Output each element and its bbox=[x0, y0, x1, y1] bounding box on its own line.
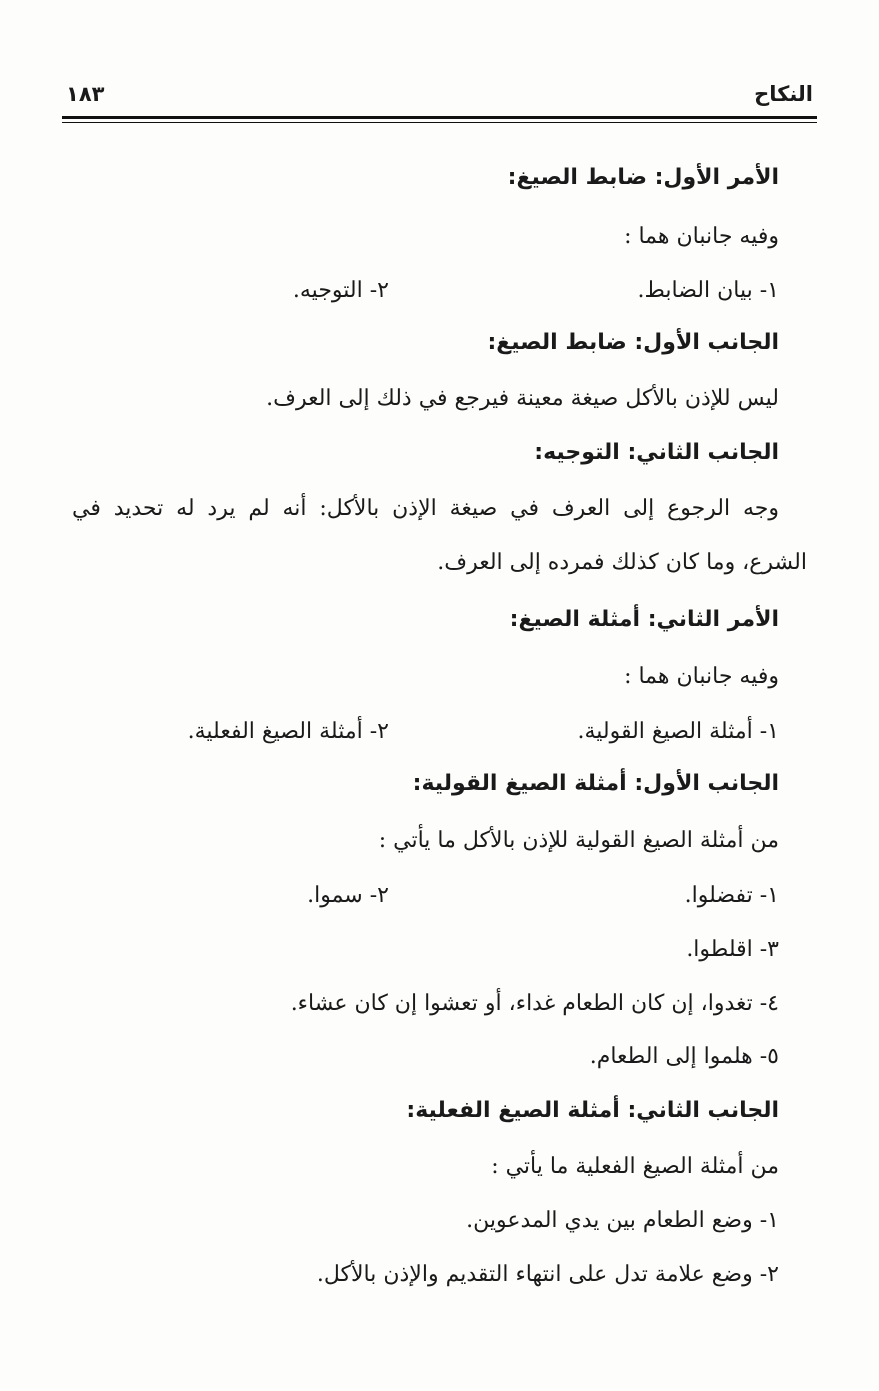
list-item: ٢- التوجيه. bbox=[292, 278, 389, 303]
list-item: ١- بيان الضابط. bbox=[637, 278, 779, 303]
section-heading: الأمر الأول: ضابط الصيغ: bbox=[507, 165, 779, 190]
list-item: ١- تفضلوا. bbox=[684, 883, 779, 908]
paragraph: ليس للإذن بالأكل صيغة معينة فيرجع في ذلك إلى العرف. bbox=[266, 386, 779, 411]
subsection-heading: الجانب الأول: ضابط الصيغ: bbox=[487, 330, 779, 355]
subsection-heading: الجانب الثاني: أمثلة الصيغ الفعلية: bbox=[406, 1098, 779, 1123]
list-item: ٢- سموا. bbox=[307, 883, 389, 908]
list-item: ٢- أمثلة الصيغ الفعلية. bbox=[187, 719, 389, 744]
section-heading: الأمر الثاني: أمثلة الصيغ: bbox=[509, 607, 779, 632]
list-item: ١- وضع الطعام بين يدي المدعوين. bbox=[466, 1208, 779, 1233]
list-item: ٤- تغدوا، إن كان الطعام غداء، أو تعشوا إن كان عشاء. bbox=[290, 991, 779, 1016]
list-item: ٢- وضع علامة تدل على انتهاء التقديم والإذن بالأكل. bbox=[316, 1262, 779, 1287]
paragraph: من أمثلة الصيغ الفعلية ما يأتي : bbox=[491, 1154, 779, 1179]
chapter-title: النكاح bbox=[754, 82, 813, 106]
paragraph: وفيه جانبان هما : bbox=[624, 664, 779, 689]
header-rule-thin bbox=[62, 122, 817, 123]
paragraph: وفيه جانبان هما : bbox=[624, 224, 779, 249]
subsection-heading: الجانب الثاني: التوجيه: bbox=[534, 440, 779, 465]
paragraph: من أمثلة الصيغ القولية للإذن بالأكل ما يأتي : bbox=[378, 828, 779, 853]
page-number: ١٨٣ bbox=[66, 82, 105, 106]
paragraph: الشرع، وما كان كذلك فمرده إلى العرف. bbox=[437, 550, 807, 575]
list-item: ١- أمثلة الصيغ القولية. bbox=[577, 719, 779, 744]
page-header bbox=[62, 82, 817, 116]
subsection-heading: الجانب الأول: أمثلة الصيغ القولية: bbox=[412, 771, 779, 796]
list-item: ٣- اقلطوا. bbox=[686, 937, 779, 962]
list-item: ٥- هلموا إلى الطعام. bbox=[589, 1044, 779, 1069]
header-rule-thick bbox=[62, 116, 817, 119]
paragraph: وجه الرجوع إلى العرف في صيغة الإذن بالأكل: أنه لم يرد له تحديد في bbox=[72, 496, 779, 521]
